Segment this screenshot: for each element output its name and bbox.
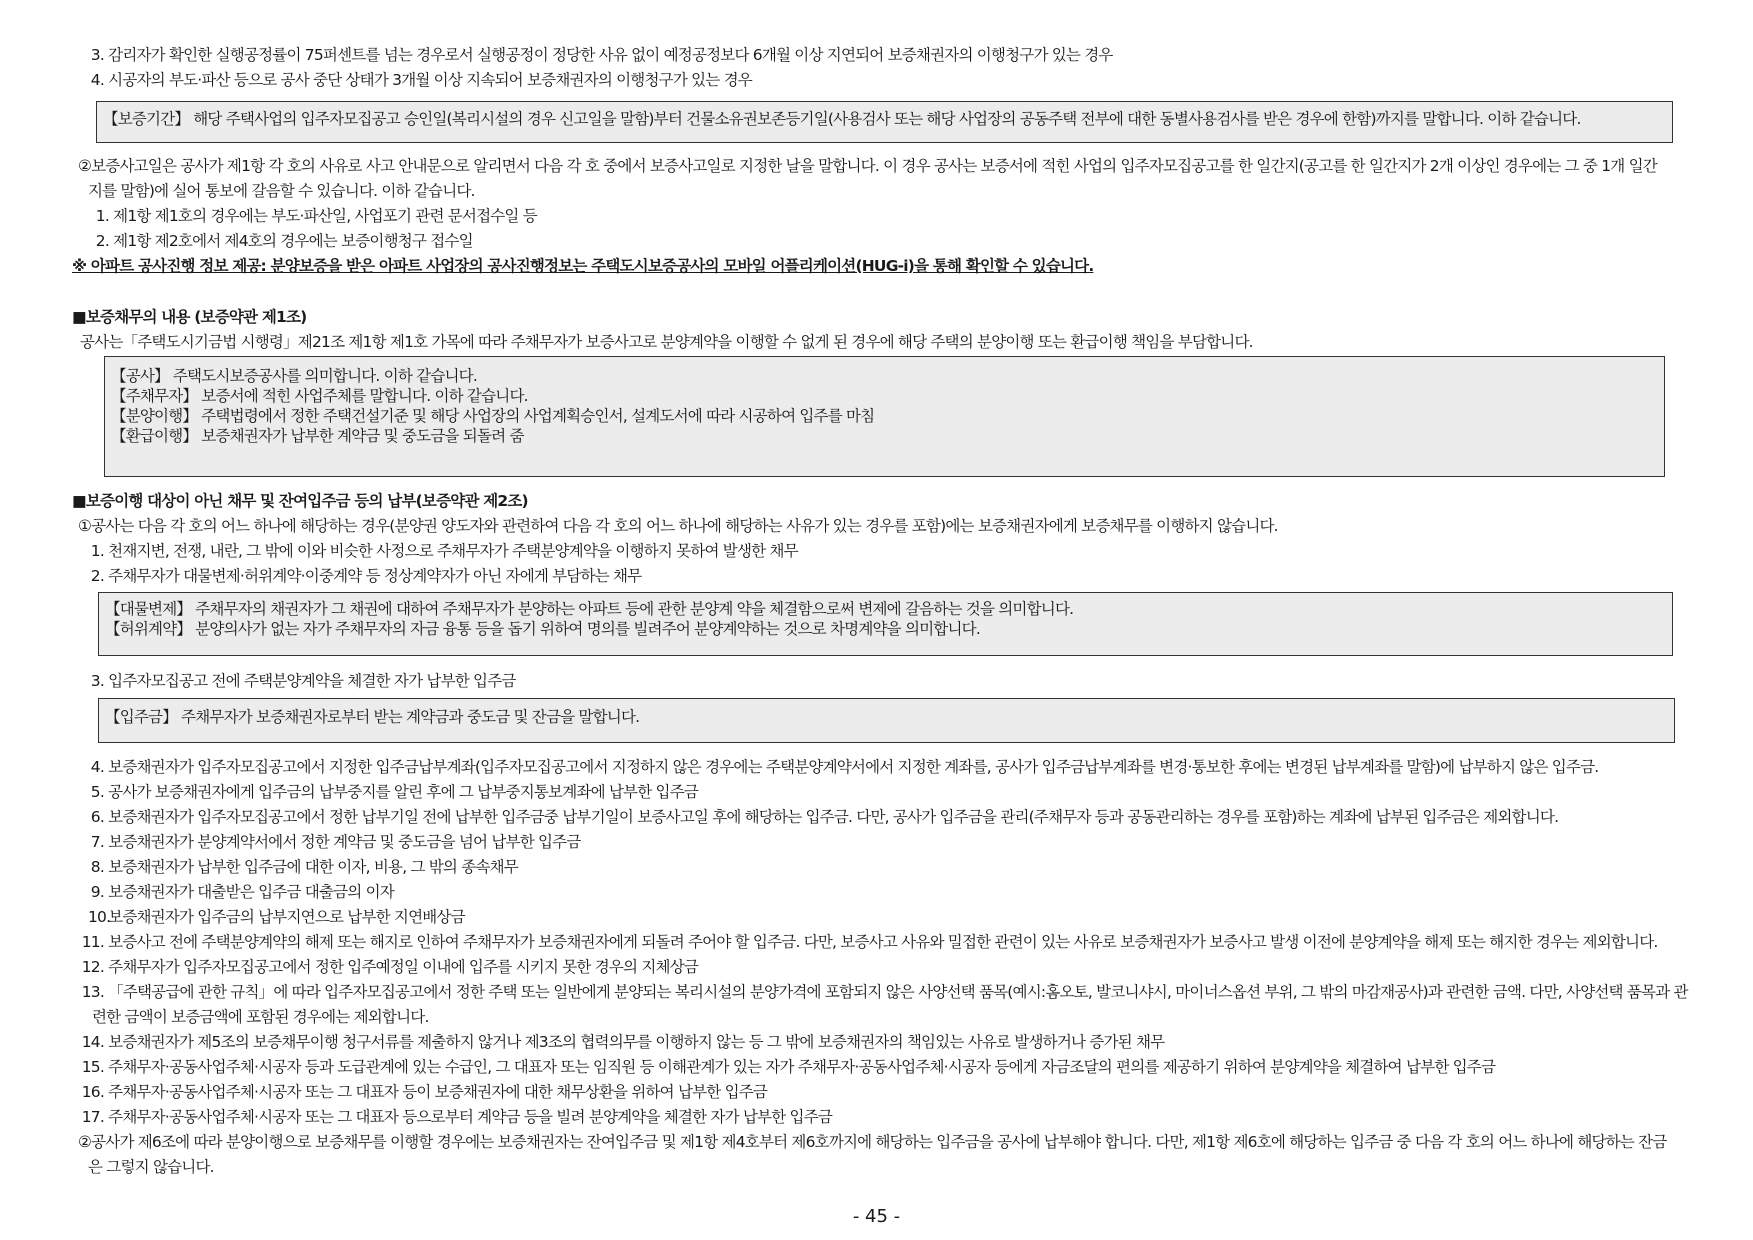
list-item: [88, 857, 518, 877]
definition-text: 【공사】 주택도시보증공사를 의미합니다. 이하 같습니다.: [111, 367, 477, 385]
paragraph-line: ②공사가 제6조에 따라 분양이행으로 보증채무를 이행할 경우에는 보증채권자는 잔여입주금 및 제1항 제4호부터 제6호까지에 해당하는 입주금을 공사에 납부해야 합니다. 다만, 제1항 제6호에 해당하는 입주금 중 다음 각 호의 어느 하나에 해당하는 잔금: [78, 1133, 1667, 1151]
definition-text: 【분양이행】 주택법령에서 정한 주택건설기준 및 해당 사업장의 사업계획승인서, 설계도서에 따라 시공하여 입주를 마침: [111, 407, 875, 425]
item-number: 9.: [90, 883, 104, 901]
item-number: 13.: [81, 983, 104, 1001]
list-item: [88, 566, 641, 586]
item-text: 시공자의 부도·파산 등으로 공사 중단 상태가 3개월 이상 지속되어 보증채권자의 이행청구가 있는 경우: [108, 71, 752, 89]
definition-box-contracts: [98, 592, 1673, 656]
list-item: [88, 70, 752, 90]
list-item: [80, 982, 1688, 1002]
definition-text: 【허위계약】 분양의사가 없는 자가 주채무자의 자금 융통 등을 돕기 위하여 명의를 빌려주어 분양계약하는 것으로 차명계약을 의미합니다.: [105, 620, 980, 638]
definition-text: 【입주금】 주채무자가 보증채권자로부터 받는 계약금과 중도금 및 잔금을 말합니다.: [105, 708, 640, 726]
item-text: 보증채권자가 대출받은 입주금 대출금의 이자: [108, 883, 394, 901]
item-text: 주채무자가 입주자모집공고에서 정한 입주예정일 이내에 입주를 시키지 못한 경우의 지체상금: [108, 958, 699, 976]
item-number: 3.: [90, 46, 104, 64]
item-text: 보증채권자가 입주자모집공고에서 지정한 입주금납부계좌(입주자모집공고에서 지정하지 않은 경우에는 주택분양계약서에서 지정한 계좌를, 공사가 입주금납부계좌를 변경·통보한 후에는 변경된 납부계좌를 말함)에 납부하지 않은 입주금.: [108, 758, 1599, 776]
item-number: 6.: [90, 808, 104, 826]
item-number: 16.: [81, 1083, 104, 1101]
item-text: 주채무자·공동사업주체·시공자 또는 그 대표자 등이 보증채권자에 대한 채무상환을 위하여 납부한 입주금: [108, 1083, 768, 1101]
list-item: [88, 882, 394, 902]
item-number: 17.: [81, 1108, 104, 1126]
paragraph-line: ②보증사고일은 공사가 제1항 각 호의 사유로 사고 안내문으로 알리면서 다음 각 호 중에서 보증사고일로 지정한 날을 말합니다. 이 경우 공사는 보증서에 적힌 사업의 입주자모집공고를 한 일간지(공고를 한 일간지가 2개 이상인 경우에는 그 중 1개 일간: [78, 157, 1657, 175]
definition-box-terms: [104, 356, 1665, 477]
item-number: 15.: [81, 1058, 104, 1076]
list-item: [88, 757, 1598, 777]
item-text: 「주택공급에 관한 규칙」에 따라 입주자모집공고에서 정한 주택 또는 일반에게 분양되는 복리시설의 분양가격에 포함되지 않은 사양선택 품목(예시:홈오토, 발코니샤시, 마이너스옵션 부위, 그 밖의 마감재공사)과 관련한 금액. 다만, 사양선택 품목과 관: [108, 983, 1688, 1001]
paragraph-line: 지를 말함)에 실어 통보에 갈음할 수 있습니다. 이하 같습니다.: [88, 182, 475, 200]
list-item: [88, 807, 1558, 827]
item-number: 1.: [90, 542, 104, 560]
item-number: 8.: [90, 858, 104, 876]
item-number: 4.: [90, 71, 104, 89]
item-number: 2.: [95, 232, 109, 250]
definition-text: 【환급이행】 보증채권자가 납부한 계약금 및 중도금을 되돌려 줌: [111, 427, 524, 445]
list-item: [88, 541, 798, 561]
paragraph-line: ①공사는 다음 각 호의 어느 하나에 해당하는 경우(분양권 양도자와 관련하여 다음 각 호의 어느 하나에 해당하는 사유가 있는 경우를 포함)에는 보증채권자에게 보증채무를 이행하지 않습니다.: [78, 517, 1278, 535]
definition-text: 【주채무자】 보증서에 적힌 사업주체를 말합니다. 이하 같습니다.: [111, 387, 528, 405]
item-number: 5.: [90, 783, 104, 801]
list-item: [80, 1082, 767, 1102]
list-item: [88, 907, 465, 927]
item-number: 10.: [88, 908, 111, 926]
item-text: 보증채권자가 제5조의 보증채무이행 청구서류를 제출하지 않거나 제3조의 협력의무를 이행하지 않는 등 그 밖에 보증채권자의 책임있는 사유로 발생하거나 증가된 채무: [108, 1033, 1165, 1051]
list-item-continuation: 련한 금액이 보증금액에 포함된 경우에는 제외합니다.: [92, 1008, 429, 1026]
item-text: 주채무자가 대물변제·허위계약·이중계약 등 정상계약자가 아닌 자에게 부담하는 채무: [108, 567, 642, 585]
item-number: 11.: [81, 933, 104, 951]
list-item: [88, 671, 516, 691]
item-text: 보증사고 전에 주택분양계약의 해제 또는 해지로 인하여 주채무자가 보증채권자에게 되돌려 주어야 할 입주금. 다만, 보증사고 사유와 밀접한 관련이 있는 사유로 보증채권자가 보증사고 발생 이전에 분양계약을 해제 또는 해지한 경우는 제외합니다.: [108, 933, 1658, 951]
list-item: [80, 932, 1658, 952]
item-text: 천재지변, 전쟁, 내란, 그 밖에 이와 비슷한 사정으로 주채무자가 주택분양계약을 이행하지 못하여 발생한 채무: [108, 542, 798, 560]
item-text: 입주자모집공고 전에 주택분양계약을 체결한 자가 납부한 입주금: [108, 672, 516, 690]
definition-text: 【대물변제】 주채무자의 채권자가 그 채권에 대하여 주채무자가 분양하는 아파트 등에 관한 분양계 약을 체결함으로써 변제에 갈음하는 것을 의미합니다.: [105, 600, 1074, 618]
item-text: 보증채권자가 납부한 입주금에 대한 이자, 비용, 그 밖의 종속채무: [108, 858, 518, 876]
section-heading: ■보증채무의 내용 (보증약관 제1조): [72, 308, 307, 326]
section-heading: ■보증이행 대상이 아닌 채무 및 잔여입주금 등의 납부(보증약관 제2조): [72, 492, 528, 510]
item-text: 보증채권자가 분양계약서에서 정한 계약금 및 중도금을 넘어 납부한 입주금: [108, 833, 581, 851]
list-item: [88, 832, 581, 852]
item-number: 12.: [81, 958, 104, 976]
page-number: - 45 -: [852, 1206, 901, 1227]
item-text: 주채무자·공동사업주체·시공자 또는 그 대표자 등으로부터 계약금 등을 빌려 분양계약을 체결한 자가 납부한 입주금: [108, 1108, 833, 1126]
item-text: 제1항 제2호에서 제4호의 경우에는 보증이행청구 접수일: [113, 232, 473, 250]
item-number: 1.: [95, 207, 109, 225]
list-item: [93, 231, 473, 251]
item-text: 감리자가 확인한 실행공정률이 75퍼센트를 넘는 경우로서 실행공정이 정당한 사유 없이 예정공정보다 6개월 이상 지연되어 보증채권자의 이행청구가 있는 경우: [108, 46, 1113, 64]
list-item: [93, 206, 537, 226]
paragraph-line: 공사는「주택도시기금법 시행령」제21조 제1항 제1호 가목에 따라 주채무자가 보증사고로 분양계약을 이행할 수 없게 된 경우에 해당 주택의 분양이행 또는 환급이행 책임을 부담합니다.: [80, 333, 1253, 351]
definition-box-guarantee-period: [96, 101, 1673, 143]
notice-text: ※ 아파트 공사진행 정보 제공: 분양보증을 받은 아파트 사업장의 공사진행정보는 주택도시보증공사의 모바일 어플리케이션(HUG-i)을 통해 확인할 수 있습니다.: [72, 257, 1094, 275]
definition-text: 【보증기간】 해당 주택사업의 입주자모집공고 승인일(복리시설의 경우 신고일을 말함)부터 건물소유권보존등기일(사용검사 또는 해당 사업장의 공동주택 전부에 대한 동별사용검사를 받은 경우에 한함)까지를 말합니다. 이하 같습니다.: [103, 110, 1581, 128]
item-number: 2.: [90, 567, 104, 585]
list-item: [80, 1032, 1164, 1052]
definition-box-deposit: [98, 698, 1675, 743]
item-text: 주채무자·공동사업주체·시공자 등과 도급관계에 있는 수급인, 그 대표자 또는 임직원 등 이해관계가 있는 자가 주채무자·공동사업주체·시공자 등에게 자금조달의 편의를 제공하기 위하여 분양계약을 체결하여 납부한 입주금: [108, 1058, 1496, 1076]
item-text: 공사가 보증채권자에게 입주금의 납부중지를 알린 후에 그 납부중지통보계좌에 납부한 입주금: [108, 783, 699, 801]
item-text: 보증채권자가 입주자모집공고에서 정한 납부기일 전에 납부한 입주금중 납부기일이 보증사고일 후에 해당하는 입주금. 다만, 공사가 입주금을 관리(주채무자 등과 공동관리하는 경우를 포함)하는 계좌에 납부된 입주금은 제외합니다.: [108, 808, 1559, 826]
list-item: [88, 782, 698, 802]
item-number: 3.: [90, 672, 104, 690]
list-item: [88, 45, 1113, 65]
list-item: [80, 957, 698, 977]
item-text: 제1항 제1호의 경우에는 부도·파산일, 사업포기 관련 문서접수일 등: [113, 207, 537, 225]
item-text: 보증채권자가 입주금의 납부지연으로 납부한 지연배상금: [108, 908, 465, 926]
item-number: 4.: [90, 758, 104, 776]
list-item: [80, 1107, 832, 1127]
list-item: [80, 1057, 1495, 1077]
item-number: 14.: [81, 1033, 104, 1051]
item-number: 7.: [90, 833, 104, 851]
paragraph-line: 은 그렇지 않습니다.: [88, 1158, 214, 1176]
